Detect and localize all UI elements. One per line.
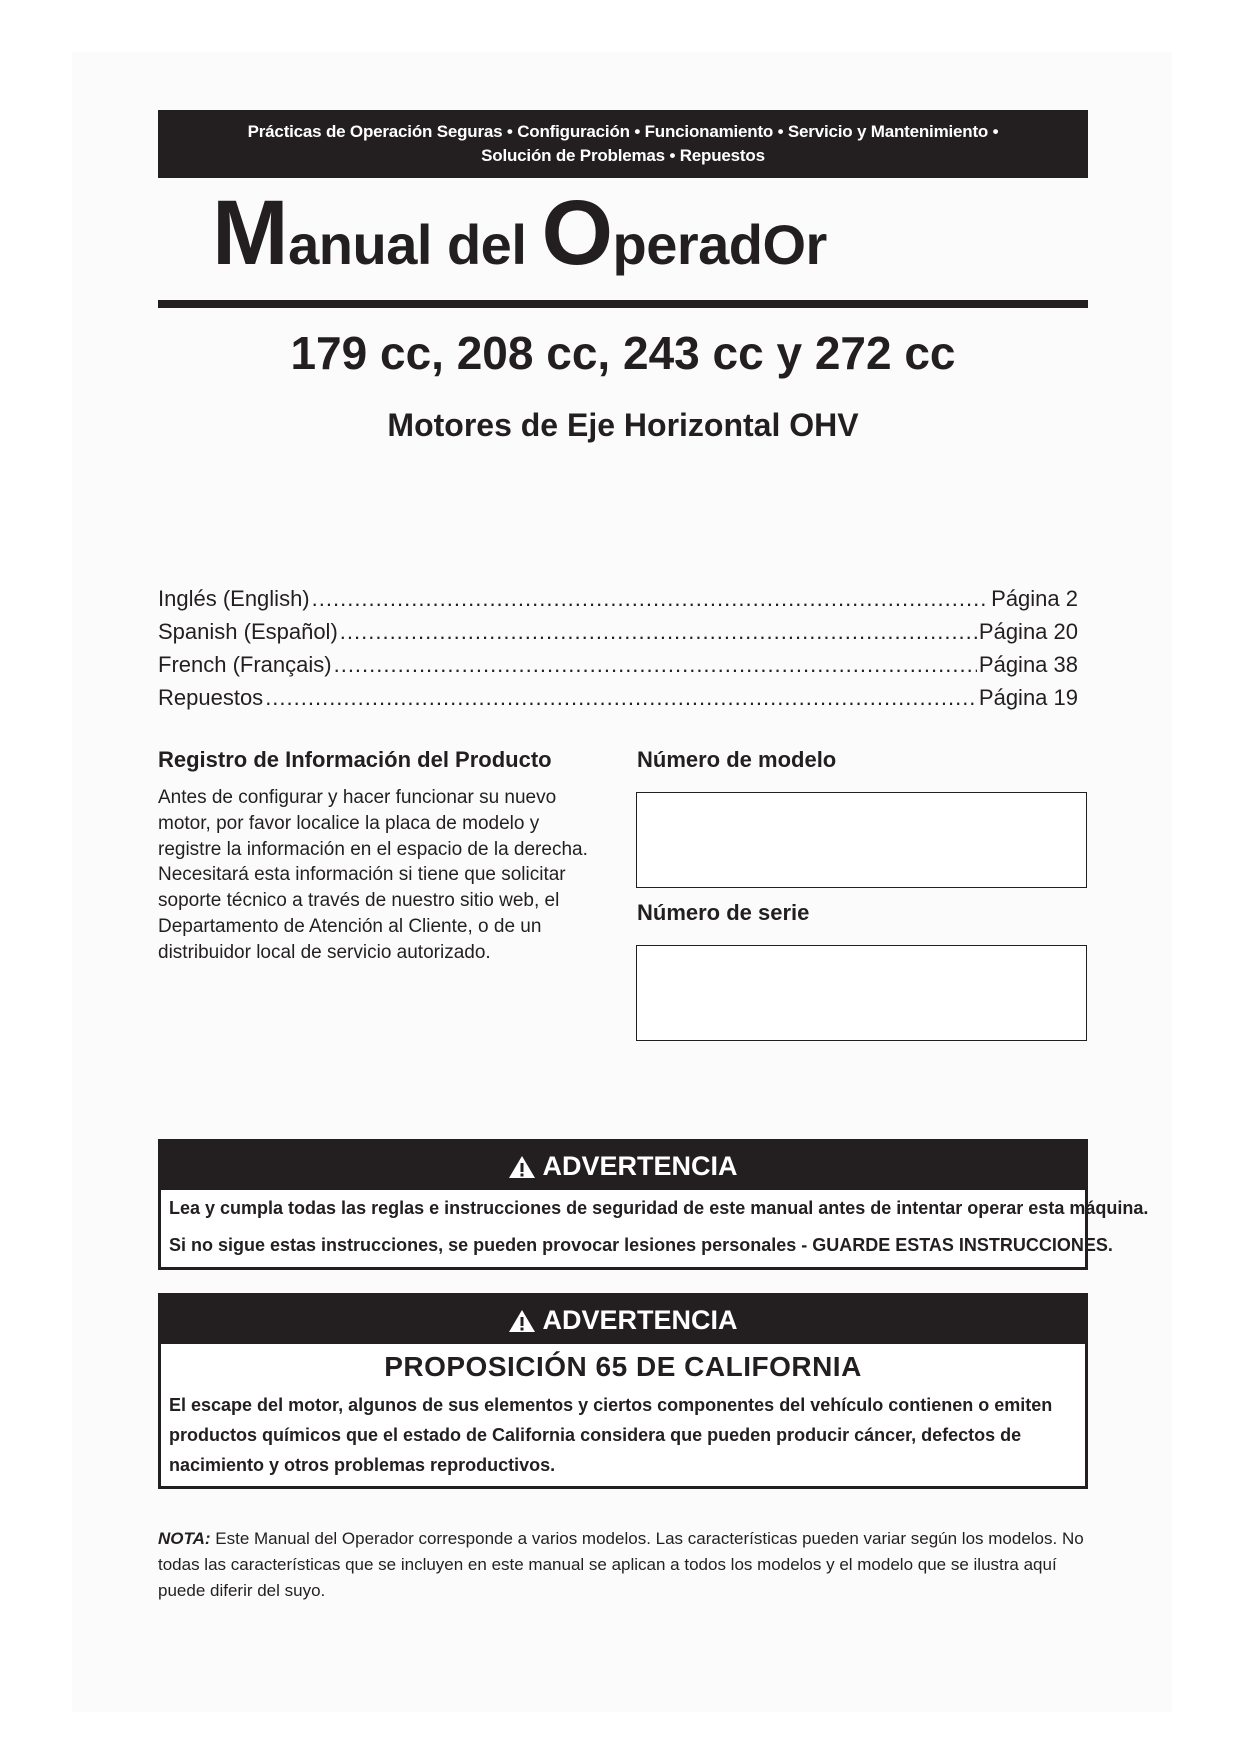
title-cap-m: M xyxy=(212,182,289,284)
safety-warning-box xyxy=(158,1139,1149,1270)
toc-page: Página 19 xyxy=(978,685,1078,710)
warning-title: ADVERTENCIA xyxy=(542,1305,738,1335)
warning-header xyxy=(161,1296,1085,1344)
note-label: NOTA: xyxy=(158,1529,211,1548)
warning-line-2: Si no sigue estas instrucciones, se pueden provocar lesiones personales - GUARDE ESTAS INSTRUCCIONES. xyxy=(169,1235,1113,1255)
warning-line-1: Lea y cumpla todas las reglas e instrucciones de seguridad de este manual antes de intentar operar esta máquina. xyxy=(169,1198,1149,1218)
toc-page: Página 38 xyxy=(978,652,1078,677)
registration-heading: Registro de Información del Producto xyxy=(158,747,552,772)
prop65-heading: PROPOSICIÓN 65 DE CALIFORNIA xyxy=(384,1351,862,1382)
serial-number-label: Número de serie xyxy=(637,900,810,925)
toc-page: Página 20 xyxy=(978,619,1078,644)
toc-row-spanish[interactable] xyxy=(158,615,1078,648)
toc-label: French (Français) xyxy=(158,652,332,677)
toc-label: Inglés (English) xyxy=(158,586,310,611)
title-part-1: anual del xyxy=(288,213,542,276)
prop65-text: El escape del motor, algunos de sus elementos y ciertos componentes del vehículo contienen o emiten productos químicos que el estado de California considera que pueden producir cáncer, defectos de nacimiento y otros problemas reproductivos. xyxy=(169,1395,1053,1475)
title-cap-o: O xyxy=(541,182,613,284)
toc-row-english[interactable] xyxy=(158,582,1078,615)
toc-leader-dots xyxy=(340,615,977,648)
topics-line-1: Prácticas de Operación Seguras • Configuración • Funcionamiento • Servicio y Mantenimiento • xyxy=(247,122,999,141)
toc-leader-dots xyxy=(265,681,977,714)
prop65-warning-box xyxy=(158,1293,1088,1489)
serial-number-field[interactable] xyxy=(636,945,1087,1041)
section-topics-banner xyxy=(158,110,1088,178)
registration-instructions: Antes de configurar y hacer funcionar su nuevo motor, por favor localice la placa de modelo y registre la información en el espacio de la derecha. Necesitará esta información si tiene que solicitar soporte técnico a través de nuestro sitio web, el Departamento de Atención al Cliente, o de un distribuidor local de servicio autorizado. xyxy=(158,787,588,963)
model-number-field[interactable] xyxy=(636,792,1087,888)
page-title xyxy=(212,178,1082,288)
toc-label: Repuestos xyxy=(158,685,264,710)
toc-leader-dots xyxy=(312,582,990,615)
title-part-2: peradOr xyxy=(612,213,827,276)
warning-header xyxy=(161,1142,1085,1190)
toc-leader-dots xyxy=(334,648,977,681)
engine-capacities: 179 cc, 208 cc, 243 cc y 272 cc xyxy=(290,327,956,379)
toc-row-french[interactable] xyxy=(158,648,1078,681)
warning-triangle-icon xyxy=(508,1309,536,1333)
engine-subtitle: Motores de Eje Horizontal OHV xyxy=(387,407,859,443)
note-text: Este Manual del Operador corresponde a varios modelos. Las características pueden variar según los modelos. No todas las características que se incluyen en este manual se aplican a todos los modelos y el modelo que se ilustra aquí puede diferir del suyo. xyxy=(158,1529,1084,1600)
toc-label: Spanish (Español) xyxy=(158,619,338,644)
warning-title: ADVERTENCIA xyxy=(542,1151,738,1181)
toc-row-parts[interactable] xyxy=(158,681,1078,714)
table-of-contents xyxy=(158,582,1078,714)
model-number-label: Número de modelo xyxy=(637,747,837,772)
operator-note xyxy=(158,1526,1088,1604)
toc-page: Página 2 xyxy=(991,586,1078,611)
warning-triangle-icon xyxy=(508,1155,536,1179)
title-divider xyxy=(158,300,1088,308)
topics-line-2: Solución de Problemas • Repuestos xyxy=(481,146,765,165)
